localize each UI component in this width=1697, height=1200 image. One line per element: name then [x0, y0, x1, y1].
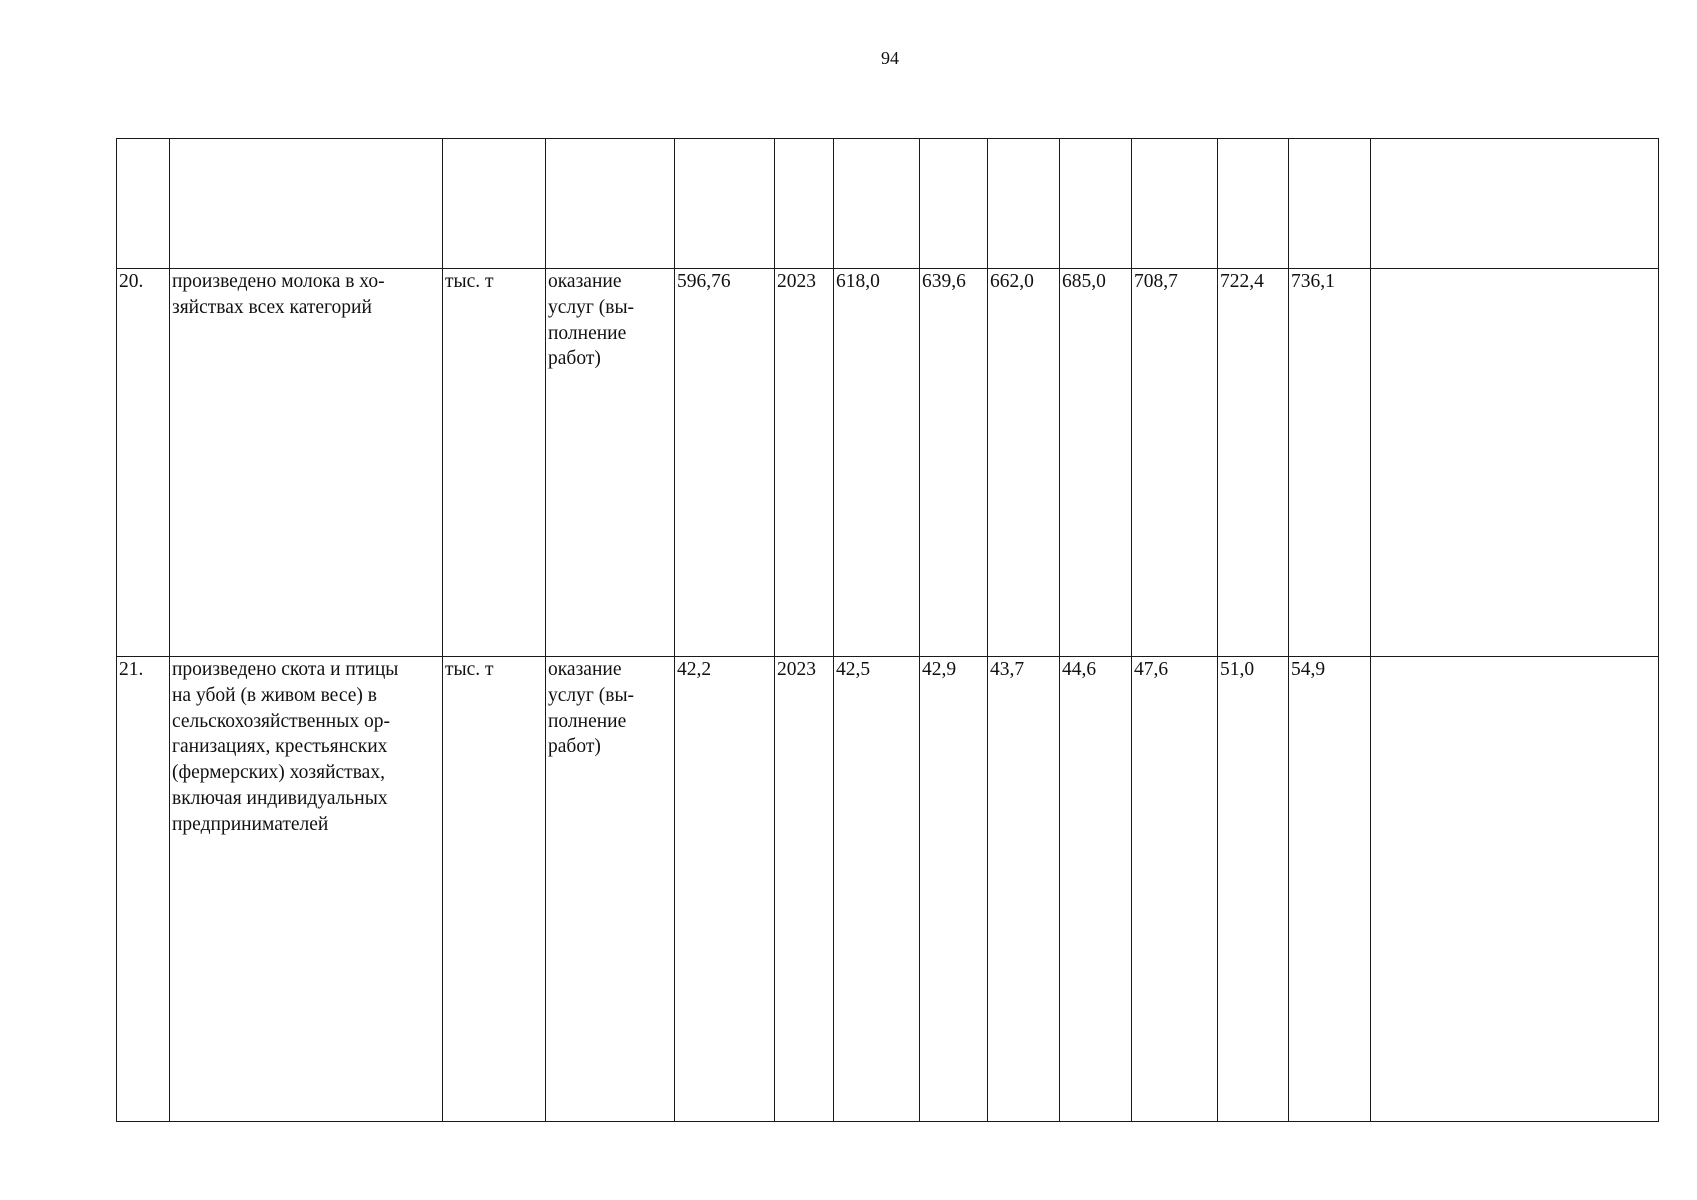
cell-line: сельскохозяйственных ор- [172, 710, 390, 732]
row-number-cell [117, 139, 170, 269]
cell-text: 618,0 [836, 270, 880, 292]
value-cell [834, 268, 920, 656]
cell-text: 42,5 [836, 658, 871, 680]
value-cell [988, 139, 1060, 269]
row-number-cell [117, 268, 170, 656]
cell-line: произведено скота и птицы [172, 658, 399, 680]
table-row [117, 268, 1659, 656]
base-value-cell [675, 268, 775, 656]
unit-cell [443, 139, 546, 269]
cell-line: оказание [548, 270, 622, 292]
cell-text: 685,0 [1062, 270, 1106, 292]
cell-text: 47,6 [1134, 658, 1169, 680]
value-cell [1060, 139, 1132, 269]
cell-text: 42,2 [677, 658, 712, 680]
value-cell [834, 139, 920, 269]
value-cell [988, 656, 1060, 1121]
value-cell [1060, 656, 1132, 1121]
cell-line: произведено молока в хо- [172, 270, 385, 292]
cell-text: 736,1 [1291, 270, 1335, 292]
value-cell [1371, 656, 1659, 1121]
cell-text: 54,9 [1291, 658, 1326, 680]
cell-line: услуг (вы- [548, 684, 635, 706]
unit-cell [443, 268, 546, 656]
cell-line: полнение [548, 710, 627, 732]
base-year-cell [775, 139, 834, 269]
cell-line: (фермерских) хозяйствах, [172, 762, 385, 784]
type-cell [546, 656, 675, 1121]
base-year-cell [775, 268, 834, 656]
value-cell [1060, 268, 1132, 656]
indicators-table [116, 138, 1659, 1122]
cell-line: услуг (вы- [548, 296, 635, 318]
cell-text: 722,4 [1220, 270, 1264, 292]
cell-line: ганизациях, крестьянских [172, 736, 388, 758]
cell-text: 596,76 [677, 270, 731, 292]
base-value-cell [675, 139, 775, 269]
cell-text: 20. [119, 270, 144, 292]
cell-line: включая индивидуальных [172, 787, 388, 809]
value-cell [1371, 139, 1659, 269]
value-cell [1218, 656, 1289, 1121]
cell-text: тыс. т [445, 270, 494, 292]
value-cell [988, 268, 1060, 656]
cell-text: 708,7 [1134, 270, 1178, 292]
value-cell [920, 268, 988, 656]
cell-line: зяйствах всех категорий [172, 296, 372, 318]
value-cell [1289, 268, 1371, 656]
cell-text: 43,7 [990, 658, 1025, 680]
value-cell [1132, 656, 1218, 1121]
table-row [117, 656, 1659, 1121]
cell-line: работ) [548, 736, 601, 758]
cell-text: 44,6 [1062, 658, 1097, 680]
cell-line: оказание [548, 658, 622, 680]
cell-text: 2023 [777, 270, 816, 292]
value-cell [920, 656, 988, 1121]
row-number-cell [117, 656, 170, 1121]
value-cell [1132, 268, 1218, 656]
cell-text: тыс. т [445, 658, 494, 680]
cell-text: 662,0 [990, 270, 1034, 292]
indicator-name-cell [170, 139, 443, 269]
indicator-name-cell [170, 656, 443, 1121]
value-cell [1289, 139, 1371, 269]
value-cell [920, 139, 988, 269]
cell-text: 21. [119, 658, 144, 680]
type-cell [546, 268, 675, 656]
cell-text: 2023 [777, 658, 816, 680]
cell-line: предпринимателей [172, 813, 329, 835]
unit-cell [443, 656, 546, 1121]
cell-line: на убой (в живом весе) в [172, 684, 377, 706]
indicator-name-cell [170, 268, 443, 656]
type-cell [546, 139, 675, 269]
cell-text: 639,6 [922, 270, 966, 292]
cell-line: работ) [548, 348, 601, 370]
base-value-cell [675, 656, 775, 1121]
value-cell [1218, 268, 1289, 656]
cell-text: 42,9 [922, 658, 957, 680]
value-cell [1218, 139, 1289, 269]
base-year-cell [775, 656, 834, 1121]
cell-line: полнение [548, 322, 627, 344]
value-cell [834, 656, 920, 1121]
cell-text: 51,0 [1220, 658, 1255, 680]
page-number: 94 [881, 48, 899, 68]
value-cell [1132, 139, 1218, 269]
table-row [117, 139, 1659, 269]
value-cell [1371, 268, 1659, 656]
value-cell [1289, 656, 1371, 1121]
